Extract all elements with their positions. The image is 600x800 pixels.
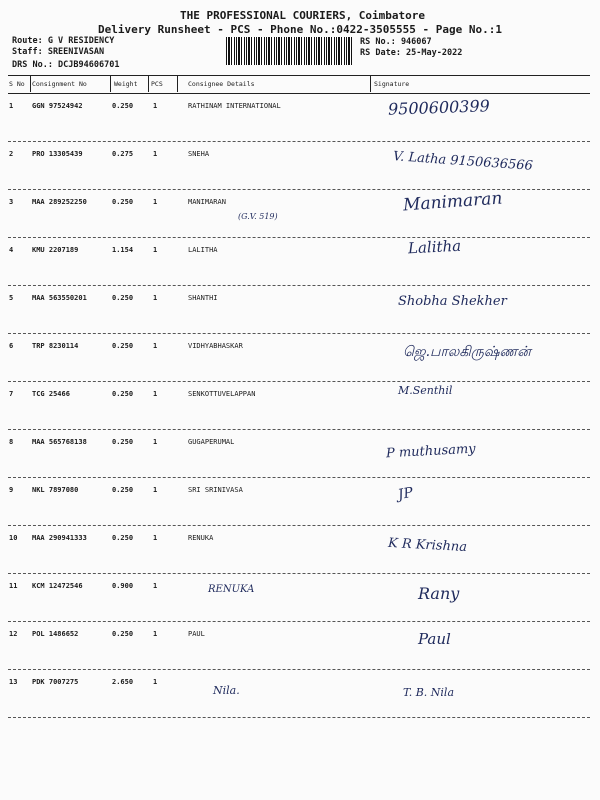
- pcs-value: 1: [153, 486, 158, 494]
- header-divider: [370, 75, 371, 92]
- row-sno: 5: [9, 294, 14, 302]
- row-sno: 1: [9, 102, 14, 110]
- consignment-number: PRO 13305439: [32, 150, 83, 158]
- consignment-number: MAA 563550201: [32, 294, 87, 302]
- row-sno: 9: [9, 486, 14, 494]
- pcs-value: 1: [153, 390, 158, 398]
- pcs-value: 1: [153, 678, 158, 686]
- row-sno: 6: [9, 342, 14, 350]
- weight-value: 0.250: [112, 102, 134, 110]
- table-row: [8, 94, 590, 142]
- col-signature: Signature: [374, 80, 410, 88]
- drs-number: DRS No.: DCJB94606701: [12, 60, 120, 70]
- weight-value: 0.250: [112, 198, 134, 206]
- table-row: [8, 382, 590, 430]
- weight-value: 0.250: [112, 294, 134, 302]
- col-consignee: Consignee Details: [188, 80, 255, 88]
- table-row: [8, 670, 590, 718]
- table-row: [8, 574, 590, 622]
- row-sno: 13: [9, 678, 18, 686]
- row-sno: 3: [9, 198, 14, 206]
- signature-handwriting: ஜெ.பாலகிருஷ்ணன்: [403, 344, 531, 360]
- consignee-name: PAUL: [188, 630, 205, 638]
- signature-handwriting: Manimaran: [402, 188, 503, 216]
- col-weight: Weight: [114, 80, 138, 88]
- company-name: THE PROFESSIONAL COURIERS, Coimbatore: [180, 9, 426, 22]
- signature-handwriting: Shobha Shekher: [398, 294, 507, 309]
- consignee-name: MANIMARAN: [188, 198, 226, 206]
- table-row: [8, 334, 590, 382]
- row-sno: 8: [9, 438, 14, 446]
- header-divider: [30, 75, 31, 92]
- table-row: [8, 286, 590, 334]
- signature-handwriting: K R Krishna: [387, 535, 468, 556]
- weight-value: 1.154: [112, 246, 134, 254]
- consignee-name: SHANTHI: [188, 294, 218, 302]
- signature-handwriting: Lalitha: [407, 236, 462, 258]
- table-row: [8, 430, 590, 478]
- pcs-value: 1: [153, 294, 158, 302]
- consignee-name: SNEHA: [188, 150, 210, 158]
- weight-value: 0.250: [112, 534, 134, 542]
- pcs-value: 1: [153, 342, 158, 350]
- consignment-number: POL 1486652: [32, 630, 79, 638]
- pcs-value: 1: [153, 582, 158, 590]
- signature-handwriting: JP: [396, 484, 415, 504]
- consignee-name: SRI SRINIVASA: [188, 486, 243, 494]
- table-header: [8, 75, 590, 94]
- weight-value: 0.250: [112, 486, 134, 494]
- route-label: Route: G V RESIDENCY: [12, 36, 115, 46]
- col-pcs: PCS: [151, 80, 163, 88]
- consignee-name: SENKOTTUVELAPPAN: [188, 390, 256, 398]
- table-row: [8, 622, 590, 670]
- weight-value: 0.900: [112, 582, 134, 590]
- signature-handwriting: T. B. Nila: [403, 686, 455, 699]
- runsheet-title: Delivery Runsheet - PCS - Phone No.:0422-3505555 - Page No.:1: [98, 23, 502, 36]
- pcs-value: 1: [153, 438, 158, 446]
- runsheet-table: [8, 75, 590, 718]
- consignment-number: MAA 289252250: [32, 198, 87, 206]
- weight-value: 0.275: [112, 150, 134, 158]
- signature-handwriting: 9500600399: [387, 96, 491, 119]
- handwritten-note: (G.V. 519): [238, 212, 278, 221]
- rs-number: RS No.: 946067: [360, 37, 432, 47]
- table-row: [8, 478, 590, 526]
- consignment-number: KCM 12472546: [32, 582, 83, 590]
- header-divider: [177, 75, 178, 92]
- consignee-name: GUGAPERUMAL: [188, 438, 235, 446]
- consignment-number: TRP 8230114: [32, 342, 79, 350]
- row-sno: 11: [9, 582, 18, 590]
- table-row: [8, 190, 590, 238]
- weight-value: 0.250: [112, 630, 134, 638]
- signature-handwriting: Paul: [418, 630, 451, 648]
- pcs-value: 1: [153, 102, 158, 110]
- row-sno: 7: [9, 390, 14, 398]
- consignment-number: KMU 2207189: [32, 246, 79, 254]
- consignment-number: GGN 97524942: [32, 102, 83, 110]
- weight-value: 0.250: [112, 438, 134, 446]
- table-row: [8, 238, 590, 286]
- handwritten-note: RENUKA: [208, 584, 255, 595]
- consignee-name: RENUKA: [188, 534, 214, 542]
- handwritten-note: Nila.: [213, 684, 240, 697]
- signature-handwriting: Rany: [418, 584, 460, 603]
- weight-value: 0.250: [112, 390, 134, 398]
- row-sno: 12: [9, 630, 18, 638]
- pcs-value: 1: [153, 246, 158, 254]
- signature-handwriting: P muthusamy: [385, 441, 476, 462]
- col-sno: S No: [9, 80, 25, 88]
- consignment-number: TCG 25466: [32, 390, 70, 398]
- row-sno: 4: [9, 246, 14, 254]
- signature-handwriting: V. Latha 9150636566: [392, 149, 534, 174]
- table-body: [8, 94, 590, 718]
- barcode-image: [226, 37, 352, 65]
- consignment-number: MAA 565768138: [32, 438, 87, 446]
- consignment-number: NKL 7897080: [32, 486, 79, 494]
- consignment-number: PDK 7007275: [32, 678, 79, 686]
- consignee-name: LALITHA: [188, 246, 218, 254]
- weight-value: 0.250: [112, 342, 134, 350]
- row-sno: 10: [9, 534, 18, 542]
- pcs-value: 1: [153, 150, 158, 158]
- staff-label: Staff: SREENIVASAN: [12, 47, 105, 57]
- row-sno: 2: [9, 150, 14, 158]
- col-consignment: Consignment No: [32, 80, 87, 88]
- consignee-name: RATHINAM INTERNATIONAL: [188, 102, 281, 110]
- consignment-number: MAA 290941333: [32, 534, 87, 542]
- signature-handwriting: M.Senthil: [398, 384, 453, 397]
- table-row: [8, 142, 590, 190]
- pcs-value: 1: [153, 534, 158, 542]
- pcs-value: 1: [153, 630, 158, 638]
- consignee-name: VIDHYABHASKAR: [188, 342, 243, 350]
- pcs-value: 1: [153, 198, 158, 206]
- header-divider: [110, 75, 111, 92]
- weight-value: 2.650: [112, 678, 134, 686]
- header-divider: [148, 75, 149, 92]
- rs-date: RS Date: 25-May-2022: [360, 48, 463, 58]
- table-row: [8, 526, 590, 574]
